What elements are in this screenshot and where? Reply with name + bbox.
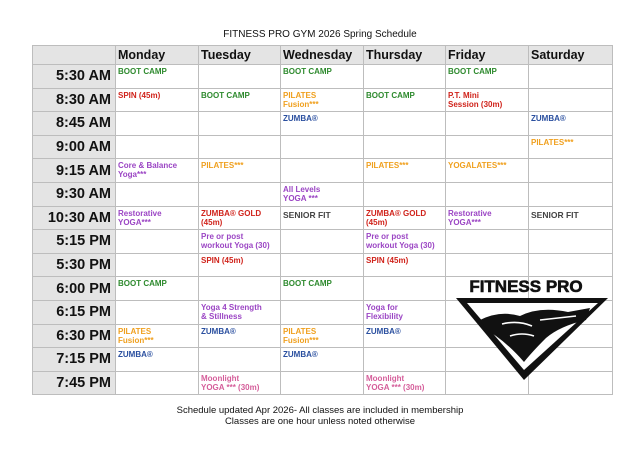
schedule-cell <box>529 135 613 159</box>
schedule-cell <box>199 88 281 112</box>
schedule-cell <box>446 135 529 159</box>
schedule-cell <box>529 65 613 89</box>
time-label: 6:15 PM <box>33 300 116 324</box>
schedule-cell <box>199 348 281 372</box>
class-entry: Moonlight YOGA *** (30m) <box>201 373 260 392</box>
class-entry: BOOT CAMP <box>201 90 250 100</box>
schedule-title: FITNESS PRO GYM 2026 Spring Schedule <box>223 29 417 40</box>
schedule-cell <box>281 112 364 136</box>
schedule-cell <box>281 348 364 372</box>
class-entry: PILATES Fusion*** <box>118 326 154 345</box>
schedule-row <box>33 159 613 183</box>
time-label: 6:30 PM <box>33 324 116 348</box>
schedule-row <box>33 135 613 159</box>
class-entry: ZUMBA® GOLD (45m) <box>366 208 427 227</box>
time-label: 5:30 PM <box>33 253 116 277</box>
class-entry: Pre or post workout Yoga (30) <box>366 232 435 251</box>
class-entry: Core & Balance Yoga*** <box>118 161 178 180</box>
class-entry: BOOT CAMP <box>448 67 497 76</box>
schedule-cell <box>281 324 364 348</box>
schedule-cell <box>364 159 446 183</box>
schedule-cell <box>116 112 199 136</box>
time-label: 8:45 AM <box>33 112 116 136</box>
class-entry: BOOT CAMP <box>118 67 167 76</box>
schedule-row <box>33 112 613 136</box>
class-entry: PILATES Fusion*** <box>283 90 319 109</box>
schedule-cell <box>364 300 446 324</box>
class-entry: Restorative YOGA*** <box>448 208 492 227</box>
footer-line-2: Classes are one hour unless noted otherwise <box>224 416 416 427</box>
schedule-cell <box>529 88 613 112</box>
class-entry: P.T. Mini Session (30m) <box>448 90 503 109</box>
class-entry: ZUMBA® <box>201 326 236 336</box>
schedule-cell <box>199 253 281 277</box>
class-entry: Yoga 4 Strength & Stillness <box>201 302 262 321</box>
schedule-cell <box>199 300 281 324</box>
schedule-cell <box>199 324 281 348</box>
class-entry: SENIOR FIT <box>531 209 579 220</box>
schedule-cell <box>199 371 281 395</box>
time-label: 9:30 AM <box>33 182 116 206</box>
class-entry: All Levels YOGA *** <box>283 184 321 203</box>
schedule-row <box>33 253 613 277</box>
schedule-cell <box>446 253 529 277</box>
schedule-cell <box>364 253 446 277</box>
schedule-cell <box>529 230 613 254</box>
class-entry: BOOT CAMP <box>366 90 415 100</box>
schedule-cell <box>116 206 199 230</box>
schedule-cell <box>116 135 199 159</box>
schedule-cell <box>281 182 364 206</box>
fitness-pro-logo <box>440 276 612 382</box>
schedule-cell <box>281 135 364 159</box>
class-entry: SPIN (45m) <box>201 255 244 265</box>
class-entry: PILATES*** <box>201 161 244 171</box>
schedule-cell <box>116 182 199 206</box>
schedule-cell <box>116 371 199 395</box>
schedule-row <box>33 206 613 230</box>
day-header: Friday <box>446 46 529 65</box>
schedule-row <box>33 65 613 89</box>
schedule-cell <box>116 253 199 277</box>
schedule-cell <box>281 65 364 89</box>
corner-cell <box>33 46 116 65</box>
schedule-cell <box>364 324 446 348</box>
class-entry: Restorative YOGA*** <box>118 208 162 227</box>
time-label: 9:00 AM <box>33 135 116 159</box>
schedule-cell <box>281 300 364 324</box>
day-header: Thursday <box>364 46 446 65</box>
schedule-cell <box>116 277 199 301</box>
schedule-cell <box>529 253 613 277</box>
schedule-cell <box>446 88 529 112</box>
schedule-cell <box>199 135 281 159</box>
class-entry: ZUMBA® <box>283 114 318 124</box>
schedule-row <box>33 88 613 112</box>
class-entry: Yoga for Flexibility <box>366 302 403 321</box>
day-header: Tuesday <box>199 46 281 65</box>
day-header: Saturday <box>529 46 613 65</box>
class-entry: Pre or post workout Yoga (30) <box>201 232 270 251</box>
schedule-cell <box>364 65 446 89</box>
schedule-cell <box>199 65 281 89</box>
class-entry: ZUMBA® <box>531 114 566 124</box>
schedule-cell <box>364 206 446 230</box>
time-label: 6:00 PM <box>33 277 116 301</box>
schedule-cell <box>199 230 281 254</box>
schedule-cell <box>116 300 199 324</box>
schedule-cell <box>116 88 199 112</box>
schedule-cell <box>364 348 446 372</box>
schedule-cell <box>199 112 281 136</box>
class-entry: YOGALATES*** <box>448 161 507 171</box>
schedule-cell <box>446 230 529 254</box>
logo-text: FITNESS PRO <box>469 277 583 296</box>
schedule-cell <box>529 159 613 183</box>
class-entry: PILATES*** <box>531 137 574 147</box>
class-entry: PILATES*** <box>366 161 409 171</box>
schedule-cell <box>529 112 613 136</box>
time-label: 9:15 AM <box>33 159 116 183</box>
class-entry: SPIN (45m) <box>118 90 161 100</box>
footer-line-1: Schedule updated Apr 2026- All classes are included in membership <box>176 405 464 416</box>
schedule-cell <box>281 206 364 230</box>
schedule-cell <box>364 135 446 159</box>
schedule-cell <box>199 277 281 301</box>
day-header: Monday <box>116 46 199 65</box>
time-label: 7:15 PM <box>33 348 116 372</box>
class-entry: SENIOR FIT <box>283 209 331 220</box>
schedule-cell <box>446 182 529 206</box>
schedule-cell <box>116 348 199 372</box>
class-entry: Moonlight YOGA *** (30m) <box>366 373 425 392</box>
class-entry: BOOT CAMP <box>283 279 332 289</box>
time-label: 10:30 AM <box>33 206 116 230</box>
schedule-cell <box>281 253 364 277</box>
schedule-row <box>33 230 613 254</box>
schedule-cell <box>116 230 199 254</box>
day-header: Wednesday <box>281 46 364 65</box>
schedule-cell <box>116 65 199 89</box>
schedule-cell <box>199 206 281 230</box>
class-entry: ZUMBA® <box>366 326 401 336</box>
class-entry: SPIN (45m) <box>366 255 409 265</box>
schedule-cell <box>446 206 529 230</box>
class-entry: BOOT CAMP <box>118 279 167 289</box>
schedule-cell <box>199 182 281 206</box>
schedule-cell <box>281 371 364 395</box>
schedule-cell <box>446 159 529 183</box>
schedule-cell <box>199 159 281 183</box>
time-label: 7:45 PM <box>33 371 116 395</box>
schedule-cell <box>364 371 446 395</box>
schedule-cell <box>116 324 199 348</box>
class-entry: ZUMBA® <box>283 350 318 360</box>
class-entry: ZUMBA® <box>118 350 153 360</box>
schedule-cell <box>281 88 364 112</box>
schedule-cell <box>281 230 364 254</box>
schedule-cell <box>364 88 446 112</box>
schedule-cell <box>281 159 364 183</box>
schedule-cell <box>281 277 364 301</box>
time-label: 8:30 AM <box>33 88 116 112</box>
time-label: 5:15 PM <box>33 230 116 254</box>
schedule-cell <box>116 159 199 183</box>
class-entry: BOOT CAMP <box>283 67 332 76</box>
class-entry: ZUMBA® GOLD (45m) <box>201 208 262 227</box>
schedule-cell <box>446 65 529 89</box>
time-label: 5:30 AM <box>33 65 116 89</box>
schedule-row <box>33 182 613 206</box>
schedule-cell <box>364 230 446 254</box>
day-header-row <box>33 46 613 65</box>
schedule-cell <box>364 112 446 136</box>
schedule-cell <box>364 182 446 206</box>
schedule-cell <box>529 206 613 230</box>
schedule-cell <box>446 112 529 136</box>
schedule-cell <box>529 182 613 206</box>
class-entry: PILATES Fusion*** <box>283 326 319 345</box>
schedule-cell <box>364 277 446 301</box>
